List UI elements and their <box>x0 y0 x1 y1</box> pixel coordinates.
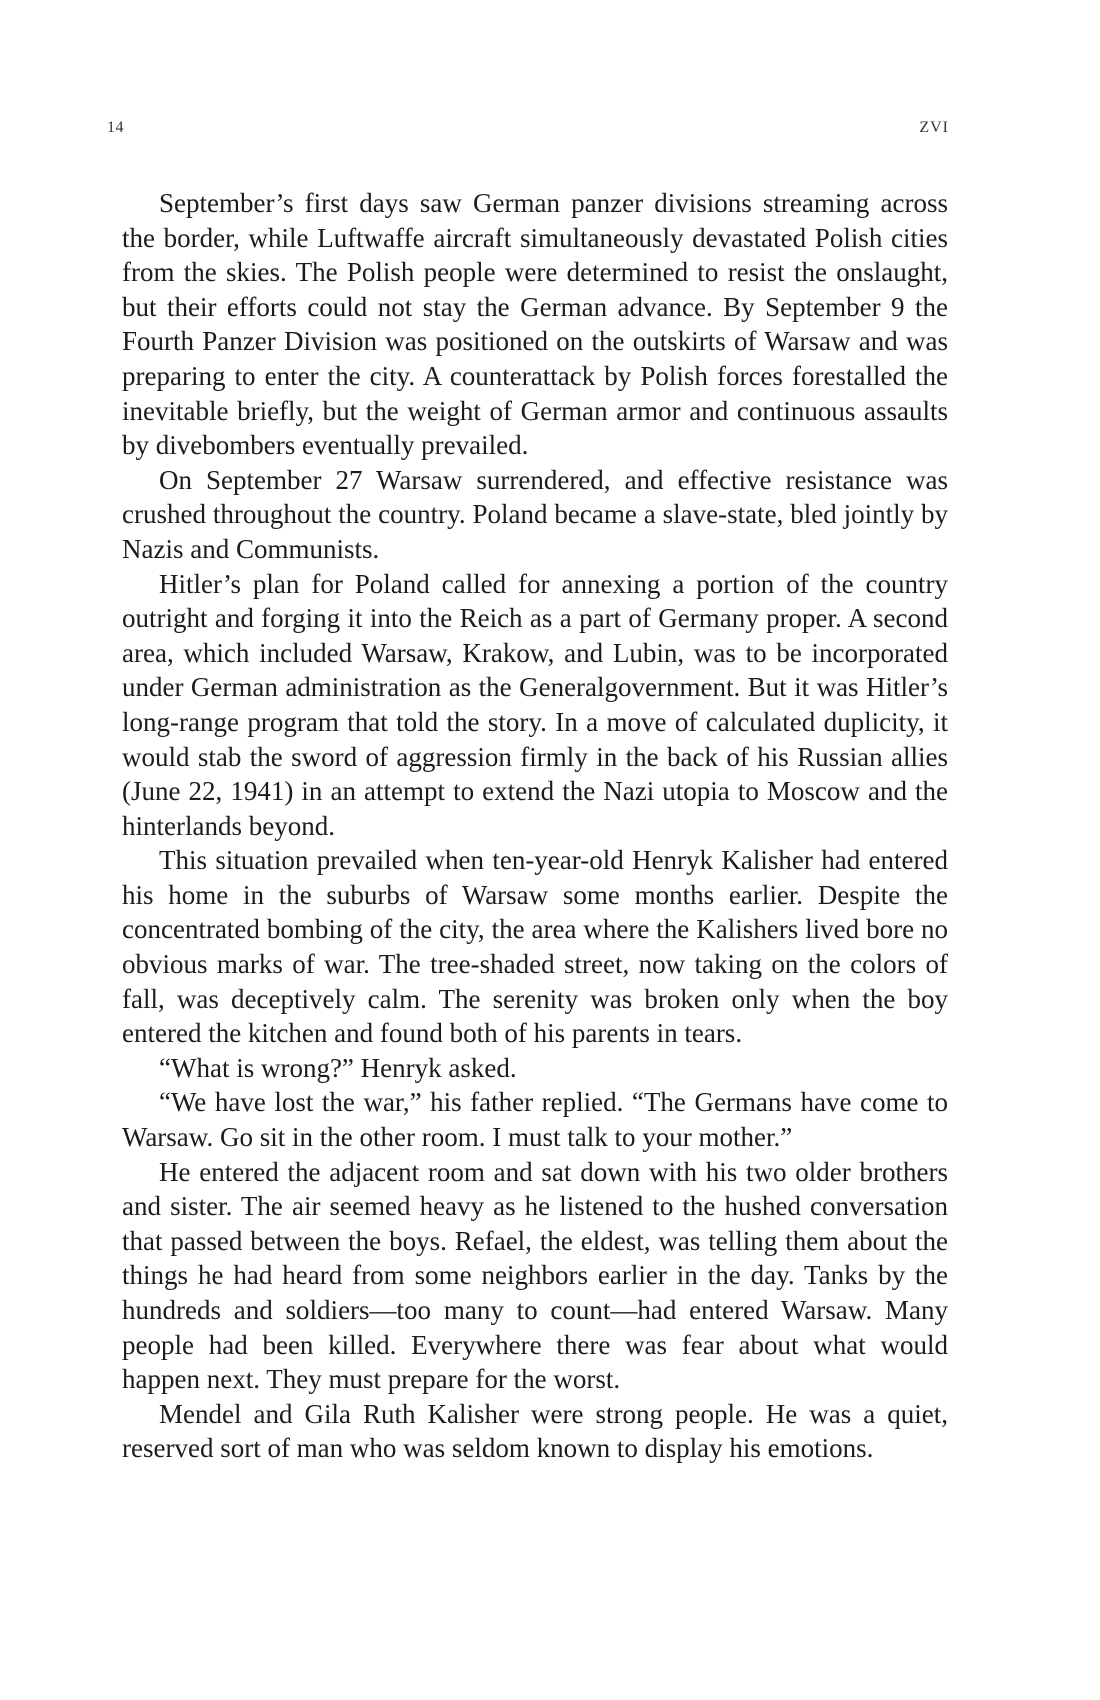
paragraph: He entered the adjacent room and sat down with his two older brothers and sister. The air seemed heavy as he listened to the hushed conversation that passed between the boys. Refael, the eldest, was telling them about the things he had heard from some neighbors earlier in the day. Tanks by the hundreds and soldiers—too many to count—had entered Warsaw. Many people had been killed. Everywhere there was fear about what would happen next. They must prepare for the worst. <box>122 1156 948 1395</box>
paragraph: Hitler’s plan for Poland called for annexing a portion of the country outright and forging it into the Reich as a part of Germany proper. A second area, which included Warsaw, Krakow, and Lubin, was to be incorporated under German administration as the Generalgovernment. But it was Hitler’s long-range program that told the story. In a move of calculated duplicity, it would stab the sword of aggression firmly in the back of his Russian allies (June 22, 1941) in an attempt to extend the Nazi utopia to Moscow and the hinterlands beyond. <box>122 568 948 841</box>
paragraph: “What is wrong?” Henryk asked. <box>159 1052 517 1083</box>
paragraph: “We have lost the war,” his father replied. “The Germans have come to Warsaw. Go sit in the other room. I must talk to your mother.” <box>122 1087 948 1153</box>
running-title: ZVI <box>919 119 949 136</box>
paragraph: Mendel and Gila Ruth Kalisher were strong people. He was a quiet, reserved sort of man who was seldom known to display his emotions. <box>122 1398 948 1464</box>
body-text <box>122 186 948 1466</box>
paragraph: On September 27 Warsaw surrendered, and effective resistance was crushed throughout the country. Poland became a slave-state, bled jointly by Nazis and Communists. <box>122 464 948 564</box>
paragraph: This situation prevailed when ten-year-old Henryk Kalisher had entered his home in the suburbs of Warsaw some months earlier. Despite the concentrated bombing of the city, the area where the Kalishers lived bore no obvious marks of war. The tree-shaded street, now taking on the colors of fall, was deceptively calm. The serenity was broken only when the boy entered the kitchen and found both of his parents in tears. <box>122 845 948 1049</box>
running-head <box>107 119 949 143</box>
paragraph: September’s first days saw German panzer divisions streaming across the border, while Luftwaffe aircraft simultaneously devastated Polish cities from the skies. The Polish people were determined to resist the onslaught, but their efforts could not stay the German advance. By September 9 the Fourth Panzer Division was positioned on the outskirts of Warsaw and was preparing to enter the city. A counterattack by Polish forces forestalled the inevitable briefly, but the weight of German armor and continuous assaults by divebombers eventually prevailed. <box>122 188 948 461</box>
page-number: 14 <box>107 119 124 136</box>
